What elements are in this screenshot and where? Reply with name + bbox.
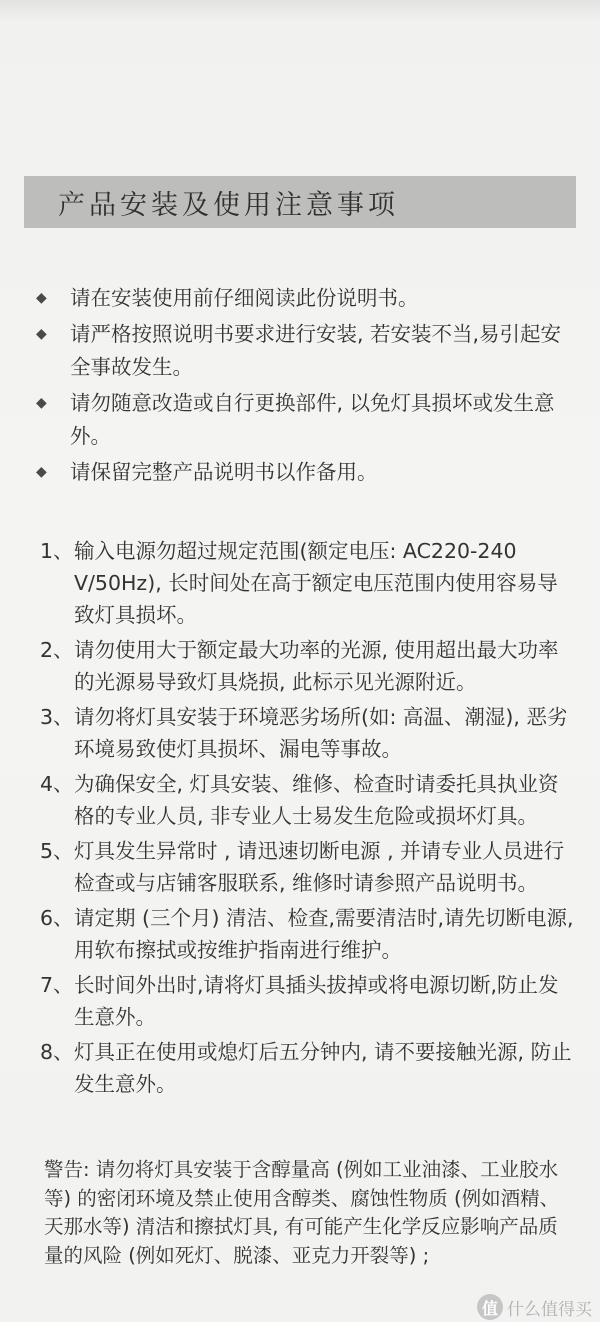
bullet-text: 请勿随意改造或自行更换部件, 以免灯具损坏或发生意外。 xyxy=(70,391,555,448)
item-text: 请勿将灯具安装于环境恶劣场所(如: 高温、潮湿), 恶劣环境易致使灯具损坏、漏电等事故。 xyxy=(74,705,568,761)
list-item xyxy=(40,969,575,1033)
list-item xyxy=(40,701,575,765)
list-item xyxy=(40,1036,575,1100)
list-item xyxy=(40,535,575,631)
item-number: 8、 xyxy=(40,1040,74,1064)
list-item xyxy=(40,634,575,698)
item-text: 输入电源勿超过规定范围(额定电压: AC220-240 V/50Hz), 长时间处在高于额定电压范围内使用容易导致灯具损坏。 xyxy=(74,539,558,627)
watermark xyxy=(477,1294,592,1320)
item-text: 长时间外出时,请将灯具插头拔掉或将电源切断,防止发生意外。 xyxy=(74,973,559,1029)
item-number: 3、 xyxy=(40,705,74,729)
bullet-list xyxy=(36,282,576,492)
item-number: 6、 xyxy=(40,906,74,930)
diamond-icon: ◆ xyxy=(36,326,47,342)
diamond-icon: ◆ xyxy=(36,395,47,411)
bullet-text: 请严格按照说明书要求进行安装, 若安装不当,易引起安全事故发生。 xyxy=(70,322,562,379)
item-text: 请勿使用大于额定最大功率的光源, 使用超出最大功率的光源易导致灯具烧损, 此标示见光源附近。 xyxy=(74,638,559,694)
numbered-list xyxy=(40,535,575,1103)
bullet-text: 请保留完整产品说明书以作备用。 xyxy=(70,460,378,484)
list-item xyxy=(40,835,575,899)
list-item xyxy=(36,387,576,453)
scan-top-edge xyxy=(0,0,600,22)
warning-paragraph: 警告: 请勿将灯具安装于含醇量高 (例如工业油漆、工业胶水等) 的密闭环境及禁止使用含醇类、腐蚀性物质 (例如酒精、天那水等) 清洁和擦拭灯具, 有可能产生化学反应影响产品质量的风险 (例如死灯、脱漆、亚克力开裂等) ; xyxy=(44,1158,560,1267)
item-text: 灯具发生异常时 , 请迅速切断电源 , 并请专业人员进行检查或与店铺客服联系, 维修时请参照产品说明书。 xyxy=(74,839,565,895)
section-header xyxy=(24,176,576,228)
item-number: 2、 xyxy=(40,638,74,662)
page-title: 产品安装及使用注意事项 xyxy=(58,189,399,221)
item-number: 7、 xyxy=(40,973,74,997)
list-item xyxy=(36,318,576,384)
item-number: 4、 xyxy=(40,772,74,796)
diamond-icon: ◆ xyxy=(36,290,47,306)
item-number: 5、 xyxy=(40,839,74,863)
diamond-icon: ◆ xyxy=(36,464,47,480)
item-text: 灯具正在使用或熄灯后五分钟内, 请不要接触光源, 防止发生意外。 xyxy=(74,1040,572,1096)
item-text: 为确保安全, 灯具安装、维修、检查时请委托具执业资格的专业人员, 非专业人士易发生危险或损坏灯具。 xyxy=(74,772,559,828)
list-item xyxy=(36,282,576,315)
watermark-text: 什么值得买 xyxy=(507,1299,592,1320)
bullet-text: 请在安装使用前仔细阅读此份说明书。 xyxy=(70,286,419,310)
list-item xyxy=(36,456,576,489)
item-number: 1、 xyxy=(40,539,74,563)
site-logo-icon: 值 xyxy=(477,1294,503,1320)
list-item xyxy=(40,768,575,832)
item-text: 请定期 (三个月) 清洁、检查,需要清洁时,请先切断电源, 用软布擦拭或按维护指南进行维护。 xyxy=(74,906,574,962)
list-item xyxy=(40,902,575,966)
